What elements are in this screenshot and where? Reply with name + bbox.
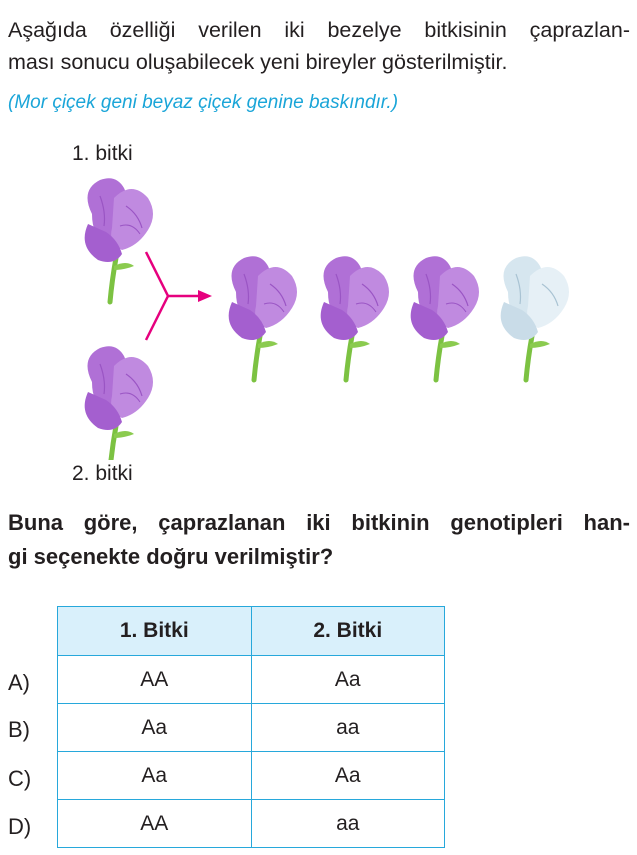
option-letter-d[interactable]: D) [8,814,32,839]
intro-text [8,14,630,78]
answer-table [57,606,445,848]
option-a-plant-1: AA [58,656,252,704]
dominance-note: (Mor çiçek geni beyaz çiçek genine baskındır.) [8,92,399,113]
option-d-plant-1: AA [58,800,252,848]
table-row[interactable] [58,704,445,752]
table-row[interactable] [58,800,445,848]
parent-2-flower [85,346,153,460]
offspring-flower-1 [229,256,297,380]
header-plant-2: 2. Bitki [251,607,445,656]
plant-2-label: 2. bitki [72,462,133,485]
table-row[interactable] [58,752,445,800]
option-b-plant-1: Aa [58,704,252,752]
option-letter-b[interactable]: B) [8,717,30,742]
offspring-flower-4-white [501,256,569,380]
offspring-flower-3 [411,256,479,380]
question-line-2: gi seçenekte doğru verilmiştir? [8,544,334,569]
option-letter-c[interactable]: C) [8,766,32,791]
option-letter-a[interactable]: A) [8,670,30,695]
header-plant-1: 1. Bitki [58,607,252,656]
intro-line-2: ması sonucu oluşabilecek yeni bireyler gösterilmiştir. [8,50,508,74]
option-c-plant-2: Aa [251,752,445,800]
parent-1-flower [85,178,153,302]
cross-arrow-icon [146,252,212,340]
option-b-plant-2: aa [251,704,445,752]
plant-1-label: 1. bitki [72,142,133,165]
table-row[interactable] [58,656,445,704]
table-header-row [58,607,445,656]
option-a-plant-2: Aa [251,656,445,704]
cross-diagram [0,160,637,460]
intro-line-1: Aşağıda özelliği verilen iki bezelye bitkisinin çaprazlan- [8,18,630,42]
question-line-1: Buna göre, çaprazlanan iki bitkinin genotipleri han- [8,510,630,535]
option-c-plant-1: Aa [58,752,252,800]
question-text [8,506,630,574]
offspring-flower-2 [321,256,389,380]
option-d-plant-2: aa [251,800,445,848]
